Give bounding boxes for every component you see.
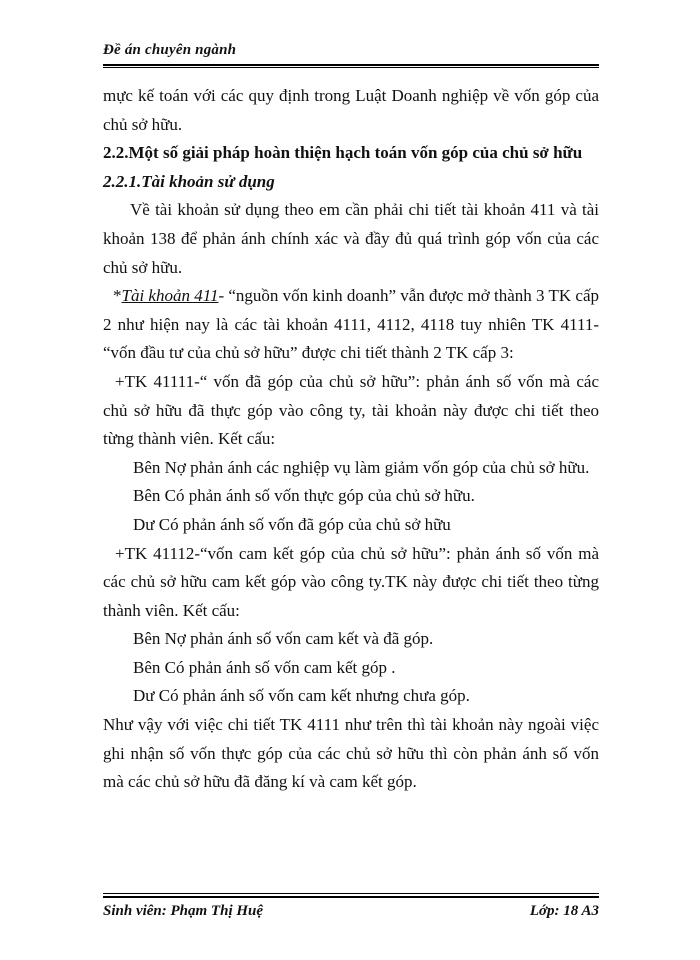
- tk41112-credit-line: Bên Có phản ánh số vốn cam kết góp .: [133, 657, 396, 677]
- page-header-title: Đề án chuyên ngành: [103, 42, 237, 58]
- document-body: [103, 82, 599, 797]
- tk41111-credit-line: Bên Có phản ánh số vốn thực góp của chủ sở hữu.: [133, 486, 475, 506]
- tk41111-debit-line: Bên Nợ phản ánh các nghiệp vụ làm giảm vốn góp của chủ sở hữu.: [133, 457, 590, 477]
- footer-student-name: Sinh viên: Phạm Thị Huệ: [103, 903, 264, 919]
- section-heading: 2.2.Một số giải pháp hoàn thiện hạch toán vốn góp của chủ sở hữu: [103, 143, 583, 163]
- tk411-paragraph: [103, 282, 599, 368]
- tk41111-paragraph: +TK 41111-“ vốn đã góp của chủ sở hữu”: phản ánh số vốn mà các chủ sở hữu đã thực góp vào công ty, tài khoản này được chi tiết theo từng thành viên. Kết cấu:: [103, 371, 599, 449]
- footer-divider: [103, 896, 599, 898]
- footer-divider-thin: [103, 893, 599, 894]
- conclusion-paragraph: Như vậy với việc chi tiết TK 4111 như trên thì tài khoản này ngoài việc ghi nhận số vốn thực góp của các chủ sở hữu thì còn phản ánh số vốn mà các chủ sở hữu đã đăng kí và cam kết góp.: [103, 715, 599, 792]
- header-divider: [103, 64, 599, 66]
- tk41112-debit-line: Bên Nợ phản ánh số vốn cam kết và đã góp.: [133, 629, 434, 649]
- tk411-account-label: Tài khoản 411: [121, 286, 219, 306]
- footer-class: Lớp: 18 A3: [529, 903, 599, 919]
- header-divider-thin: [103, 67, 599, 68]
- tk41112-balance-line: Dư Có phản ánh số vốn cam kết nhưng chưa góp.: [133, 686, 470, 706]
- tk41111-balance-line: Dư Có phản ánh số vốn đã góp của chủ sở hữu: [133, 514, 451, 534]
- subsection-heading: 2.2.1.Tài khoản sử dụng: [103, 171, 275, 191]
- intro-paragraph: mực kế toán với các quy định trong Luật Doanh nghiệp về vốn góp của chủ sở hữu.: [103, 86, 599, 134]
- accounts-paragraph: Về tài khoản sử dụng theo em cần phải chi tiết tài khoản 411 và tài khoản 138 để phản ánh chính xác và đầy đủ quá trình góp vốn của các chủ sở hữu.: [103, 200, 599, 277]
- tk411-description: - “nguồn vốn kinh doanh” vẫn được mở thành 3 TK cấp 2 như hiện nay là các tài khoản 4111, 4112, 4118 tuy nhiên TK 4111- “vốn đầu tư của chủ sở hữu” được chi tiết thành 2 TK cấp 3:: [103, 286, 599, 363]
- tk41112-paragraph: +TK 41112-“vốn cam kết góp của chủ sở hữu”: phản ánh số vốn mà các chủ sở hữu cam kết góp vào công ty.TK này được chi tiết theo từng thành viên. Kết cấu:: [103, 543, 599, 620]
- tk411-prefix: *: [113, 286, 122, 306]
